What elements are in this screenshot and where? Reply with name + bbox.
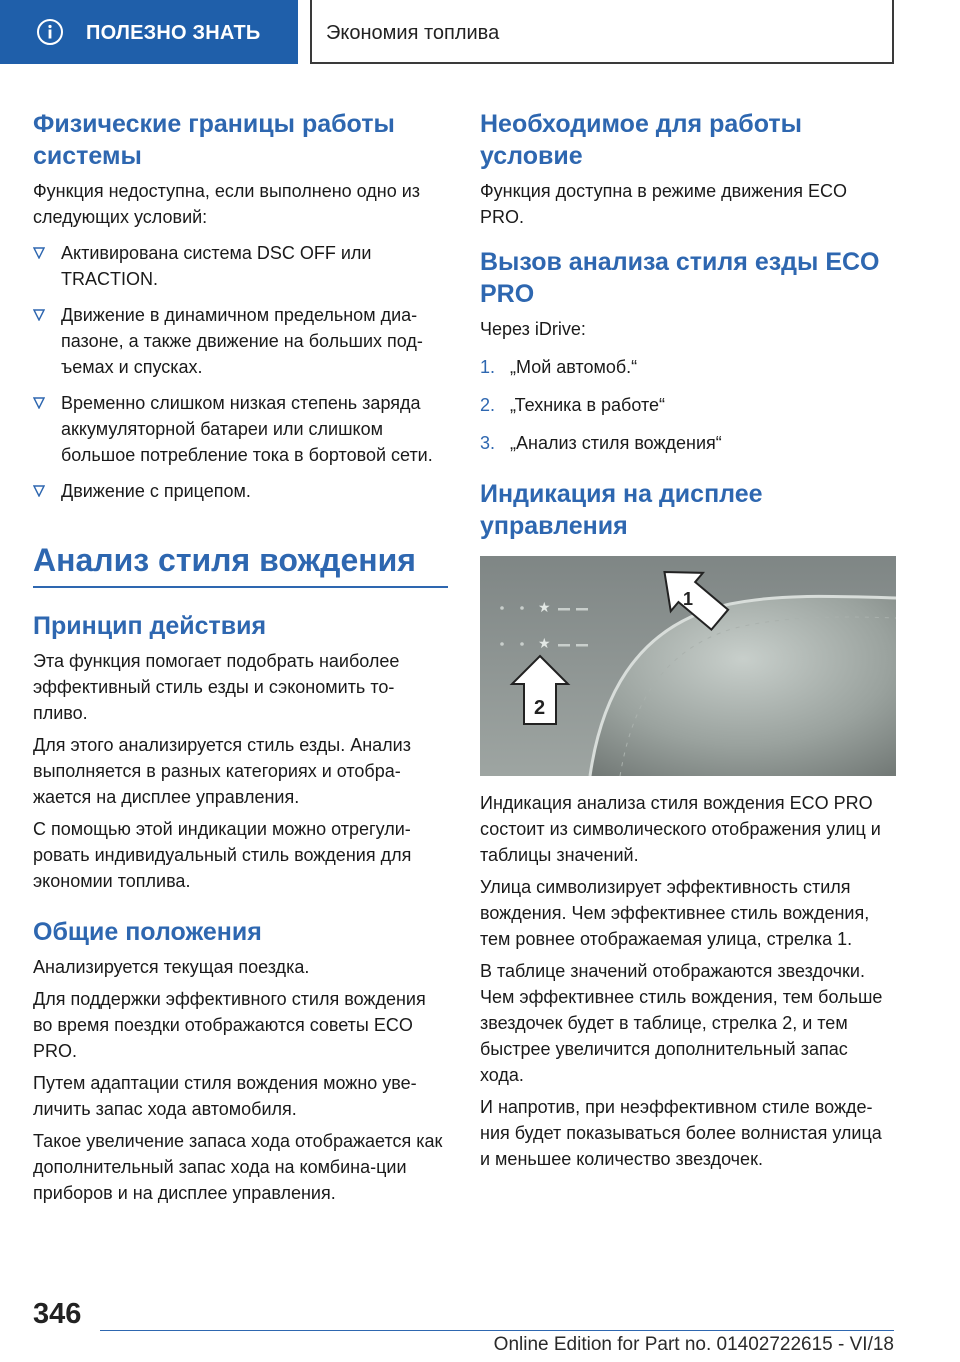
heading-principle: Принцип действия [33, 612, 267, 640]
list-item: Временно слишком низкая степень заряда аккумуляторной батареи или слишком большое потребление тока в бортовой сети. [33, 390, 448, 468]
list-item: 3. „Анализ стиля вождения“ [480, 433, 722, 453]
main-heading: Анализ стиля вождения [33, 542, 416, 578]
list-item: Активирована система DSC OFF или TRACTION. [33, 240, 448, 292]
display-figure [480, 556, 896, 776]
arrow-label-1: 1 [683, 589, 694, 609]
paragraph-general-4: Такое увеличение запаса хода отображается как дополнительный запас хода на комбина-ции приборов и на дисплее управления. [33, 1131, 443, 1203]
paragraph-condition: Функция доступна в режиме движения ECO PRO. [480, 181, 848, 227]
footer-edition: Online Edition for Part no. 01402722615 - VI/18 [493, 1334, 894, 1355]
chapter-header [310, 0, 894, 64]
paragraph-general-3: Путем адаптации стиля вождения можно уве-личить запас хода автомобиля. [33, 1073, 417, 1119]
paragraph-principle-2: Для этого анализируется стиль езды. Анализ выполняется в разных категориях и отобра-жается на дисплее управления. [33, 735, 411, 807]
paragraph-call: Через iDrive: [480, 319, 586, 339]
paragraph-display-4: И напротив, при неэффективном стиле вожде-ния будет показываться более волнистая улица и меньшее количество звездочек. [480, 1097, 882, 1169]
list-item: Движение с прицепом. [33, 478, 448, 504]
star-icon: ★ [538, 600, 551, 616]
section-label: ПОЛЕЗНО ЗНАТЬ [86, 22, 261, 44]
steps-list [480, 354, 896, 456]
heading-display: Индикация на дисплее управления [480, 480, 763, 540]
triangle-bullet-icon [33, 397, 45, 409]
list-item: 2. „Техника в работе“ [480, 395, 666, 415]
list-item: Движение в динамичном предельном диа-пазоне, а также движение на больших под-ъемах и спусках. [33, 302, 448, 380]
paragraph-display-1: Индикация анализа стиля вождения ECO PRO состоит из символического отображения улиц и таблицы значений. [480, 793, 881, 865]
heading-condition: Необходимое для работы условие [480, 110, 802, 170]
paragraph-display-3: В таблице значений отображаются звездочки. Чем эффективнее стиль вождения, тем больше звездочек будет в таблице, стрелка 2, и тем быстрее увеличится дополнительный запас хода. [480, 961, 883, 1085]
paragraph-general-1: Анализируется текущая поездка. [33, 957, 310, 977]
paragraph-principle-1: Эта функция помогает подобрать наиболее эффективный стиль езды и сэкономить то-пливо. [33, 651, 400, 723]
paragraph-principle-3: С помощью этой индикации можно отрегули-ровать индивидуальный стиль вождения для экономии топлива. [33, 819, 412, 891]
display-illustration [480, 556, 896, 776]
paragraph-limits: Функция недоступна, если выполнено одно из следующих условий: [33, 181, 421, 227]
heading-general: Общие положения [33, 918, 262, 946]
heading-call: Вызов анализа стиля езды ECO PRO [480, 248, 880, 308]
right-column [480, 108, 896, 1172]
footer-rule [100, 1330, 894, 1331]
arrow-label-2: 2 [534, 697, 546, 719]
triangle-bullet-icon [33, 309, 45, 321]
paragraph-general-2: Для поддержки эффективного стиля вождения во время поездки отображаются советы ECO PRO. [33, 989, 426, 1061]
triangle-bullet-icon [33, 485, 45, 497]
star-icon: ★ [538, 636, 551, 652]
chapter-title: Экономия топлива [326, 22, 500, 44]
section-tab [0, 0, 298, 64]
page-number: 346 [33, 1298, 82, 1330]
limits-list [33, 240, 448, 504]
left-column [33, 108, 448, 1206]
list-item: 1. „Мой автомоб.“ [480, 357, 638, 377]
info-icon [36, 18, 64, 46]
triangle-bullet-icon [33, 247, 45, 259]
heading-limits: Физические границы работы системы [33, 110, 395, 170]
paragraph-display-2: Улица символизирует эффективность стиля вождения. Чем эффективнее стиль вождения, тем ровнее отображаемая улица, стрелка 1. [480, 877, 870, 949]
